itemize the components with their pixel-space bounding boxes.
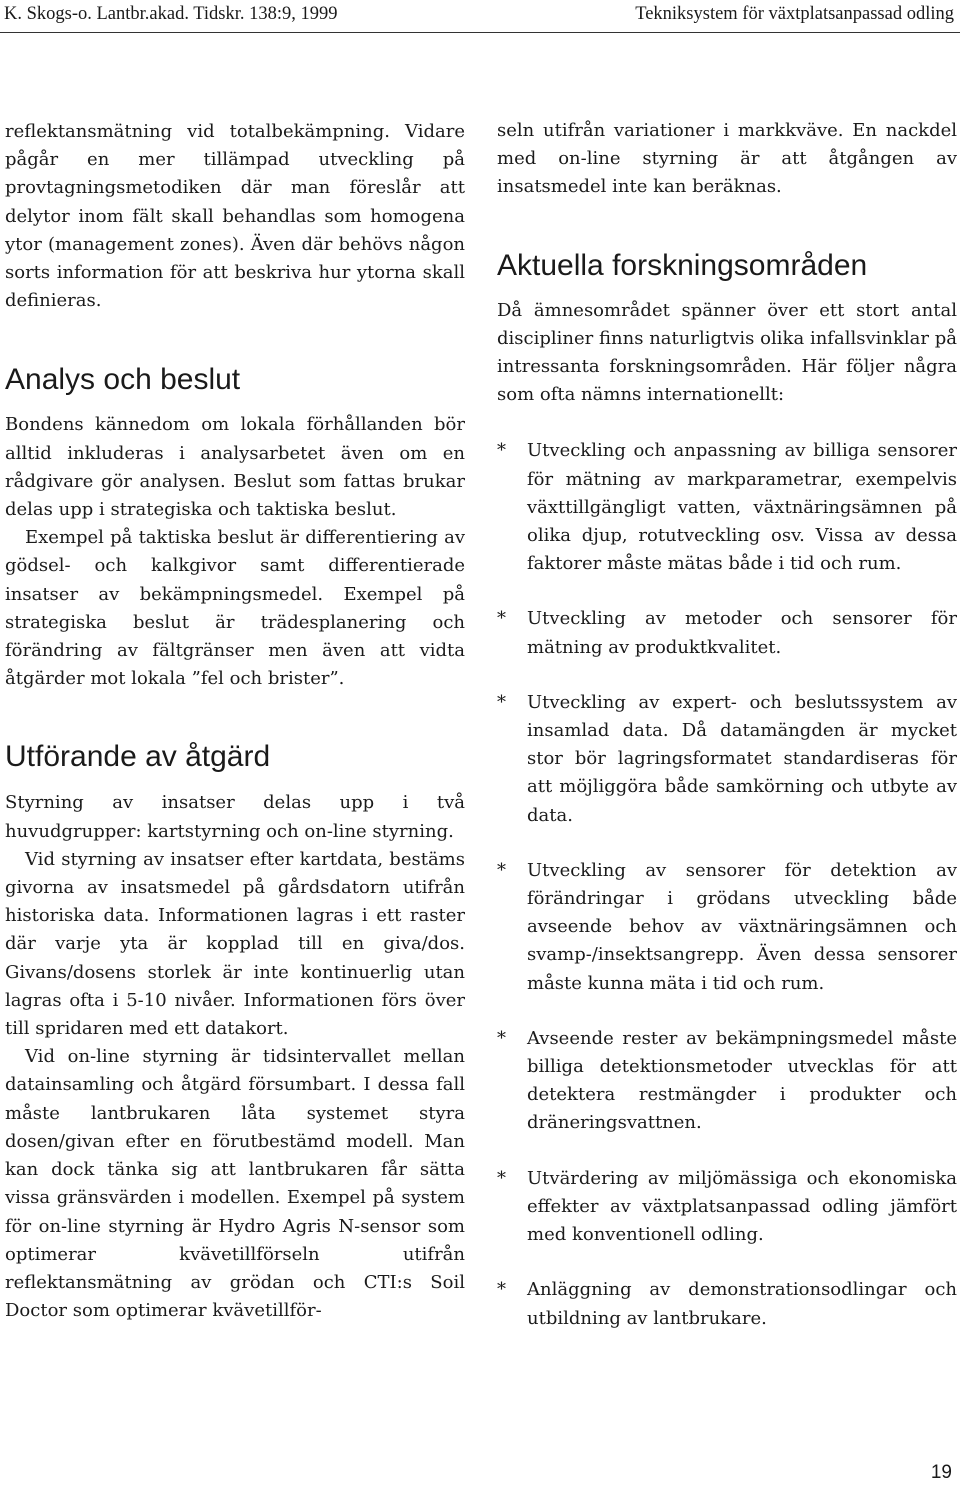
page-number: 19 xyxy=(930,1462,952,1483)
list-item-text: Avseende rester av bekämpningsmedel måste billiga detektionsmetoder utvecklas för att detektera restmängder i produkter och dräneringsvattnen. xyxy=(527,1027,957,1134)
paragraph: Vid styrning av insatser efter kartdata, bestäms givorna av insatsmedel på gårdsdatorn utifrån historiska data. Informationen lagras i ett raster där varje yta är kopplad till en giva/dos. Givans/dosens storlek är inte kontinuerlig utan lagras ofta i 5-10 nivåer. Informationen förs över till spridaren med ett datakort. xyxy=(5,848,465,1040)
list-item-text: Utveckling av sensorer för detektion av förändringar i grödans utveckling både avseende behov av växtnäringsämnen och svamp-/insektsangrepp. Även dessa sensorer måste kunna mäta i tid och rum. xyxy=(527,859,957,994)
intro-paragraph: reflektansmätning vid totalbekämpning. Vidare pågår en mer tillämpad utveckling på provtagningsmetodiken där man föreslår att delytor inom fält skall behandlas som homogena ytor (management zones). Även där behövs någon sorts information för att beskriva hur ytorna skall definieras. xyxy=(5,121,465,312)
bullet-asterisk: * xyxy=(497,1167,506,1189)
research-list xyxy=(497,437,957,1332)
section-heading-analys: Analys och beslut xyxy=(5,363,241,397)
paragraph: Exempel på taktiska beslut är differentiering av gödsel- och kalkgivor samt differentierade insatser av bekämpningsmedel. Exempel på strategiska beslut är trädesplanering och förändring av fältgränser men även att vidta åtgärder mot lokala ”fel och brister”. xyxy=(5,527,465,690)
bullet-asterisk: * xyxy=(497,1027,506,1049)
list-item xyxy=(497,605,957,661)
list-item xyxy=(497,857,957,998)
journal-citation: K. Skogs-o. Lantbr.akad. Tidskr. 138:9, 1999 xyxy=(4,4,338,24)
section-heading-utforande: Utförande av åtgärd xyxy=(5,740,271,774)
bullet-asterisk: * xyxy=(497,440,506,462)
header-rule xyxy=(0,32,960,33)
list-item xyxy=(497,689,957,830)
bullet-asterisk: * xyxy=(497,691,506,713)
running-header xyxy=(4,2,954,26)
paragraph: Vid on-line styrning är tidsintervallet mellan datainsamling och åtgärd försumbart. I dessa fall måste lantbrukaren låta systemet styra dosen/givan efter en förutbestämd modell. Man kan dock tänka sig att lantbrukaren får sätta vissa gränsvärden i modellen. Exempel på system för on-line styrning är Hydro Agris N-sensor som optimerar kvävetillförseln utifrån reflektansmätning av grödan och CTI:s Soil Doctor som optimerar kvävetillför- xyxy=(5,1046,465,1322)
list-item-text: Utveckling av metoder och sensorer för mätning av produktkvalitet. xyxy=(527,608,957,658)
paragraph: Styrning av insatser delas upp i två huvudgrupper: kartstyrning och on-line styrning. xyxy=(5,792,465,842)
list-item xyxy=(497,1165,957,1250)
paragraph: Bondens kännedom om lokala förhållanden bör alltid inkluderas i analysarbetet även om en rådgivare gör analysen. Beslut som fattas brukar delas upp i strategiska och taktiska beslut. xyxy=(5,414,465,521)
section-heading-forskning: Aktuella forskningsområden xyxy=(497,248,868,282)
list-item-text: Utveckling och anpassning av billiga sensorer för mätning av markparametrar, exempelvis växttillgängligt vatten, växtnäringsämnen på olika djup, rotutveckling osv. Vissa av dessa faktorer måste mätas både i tid och rum. xyxy=(527,440,957,575)
bullet-asterisk: * xyxy=(497,859,506,881)
right-column xyxy=(497,117,957,1333)
list-item-text: Utveckling av expert- och beslutssystem av insamlad data. Då datamängden är mycket stor bör lagringsformatet standardiseras för att möjliggöra både samkörning och utbyte av data. xyxy=(527,691,957,826)
list-item-text: Anläggning av demonstrationsodlingar och utbildning av lantbrukare. xyxy=(527,1279,957,1329)
continuation-paragraph: seln utifrån variationer i markkväve. En nackdel med on-line styrning är att åtgången av insatsmedel inte kan beräknas. xyxy=(497,120,957,198)
bullet-asterisk: * xyxy=(497,1279,506,1301)
list-item-text: Utvärdering av miljömässiga och ekonomiska effekter av växtplatsanpassad odling jämfört med konventionell odling. xyxy=(527,1167,957,1246)
paragraph: Då ämnesområdet spänner över ett stort antal discipliner finns naturligtvis olika infallsvinklar på intressanta forskningsområden. Här följer några som ofta nämns internationellt: xyxy=(497,299,957,406)
list-item xyxy=(497,1025,957,1138)
list-item xyxy=(497,1276,957,1332)
bullet-asterisk: * xyxy=(497,608,506,630)
list-item xyxy=(497,437,957,578)
running-title: Tekniksystem för växtplatsanpassad odling xyxy=(635,4,954,24)
left-column xyxy=(5,118,465,1325)
